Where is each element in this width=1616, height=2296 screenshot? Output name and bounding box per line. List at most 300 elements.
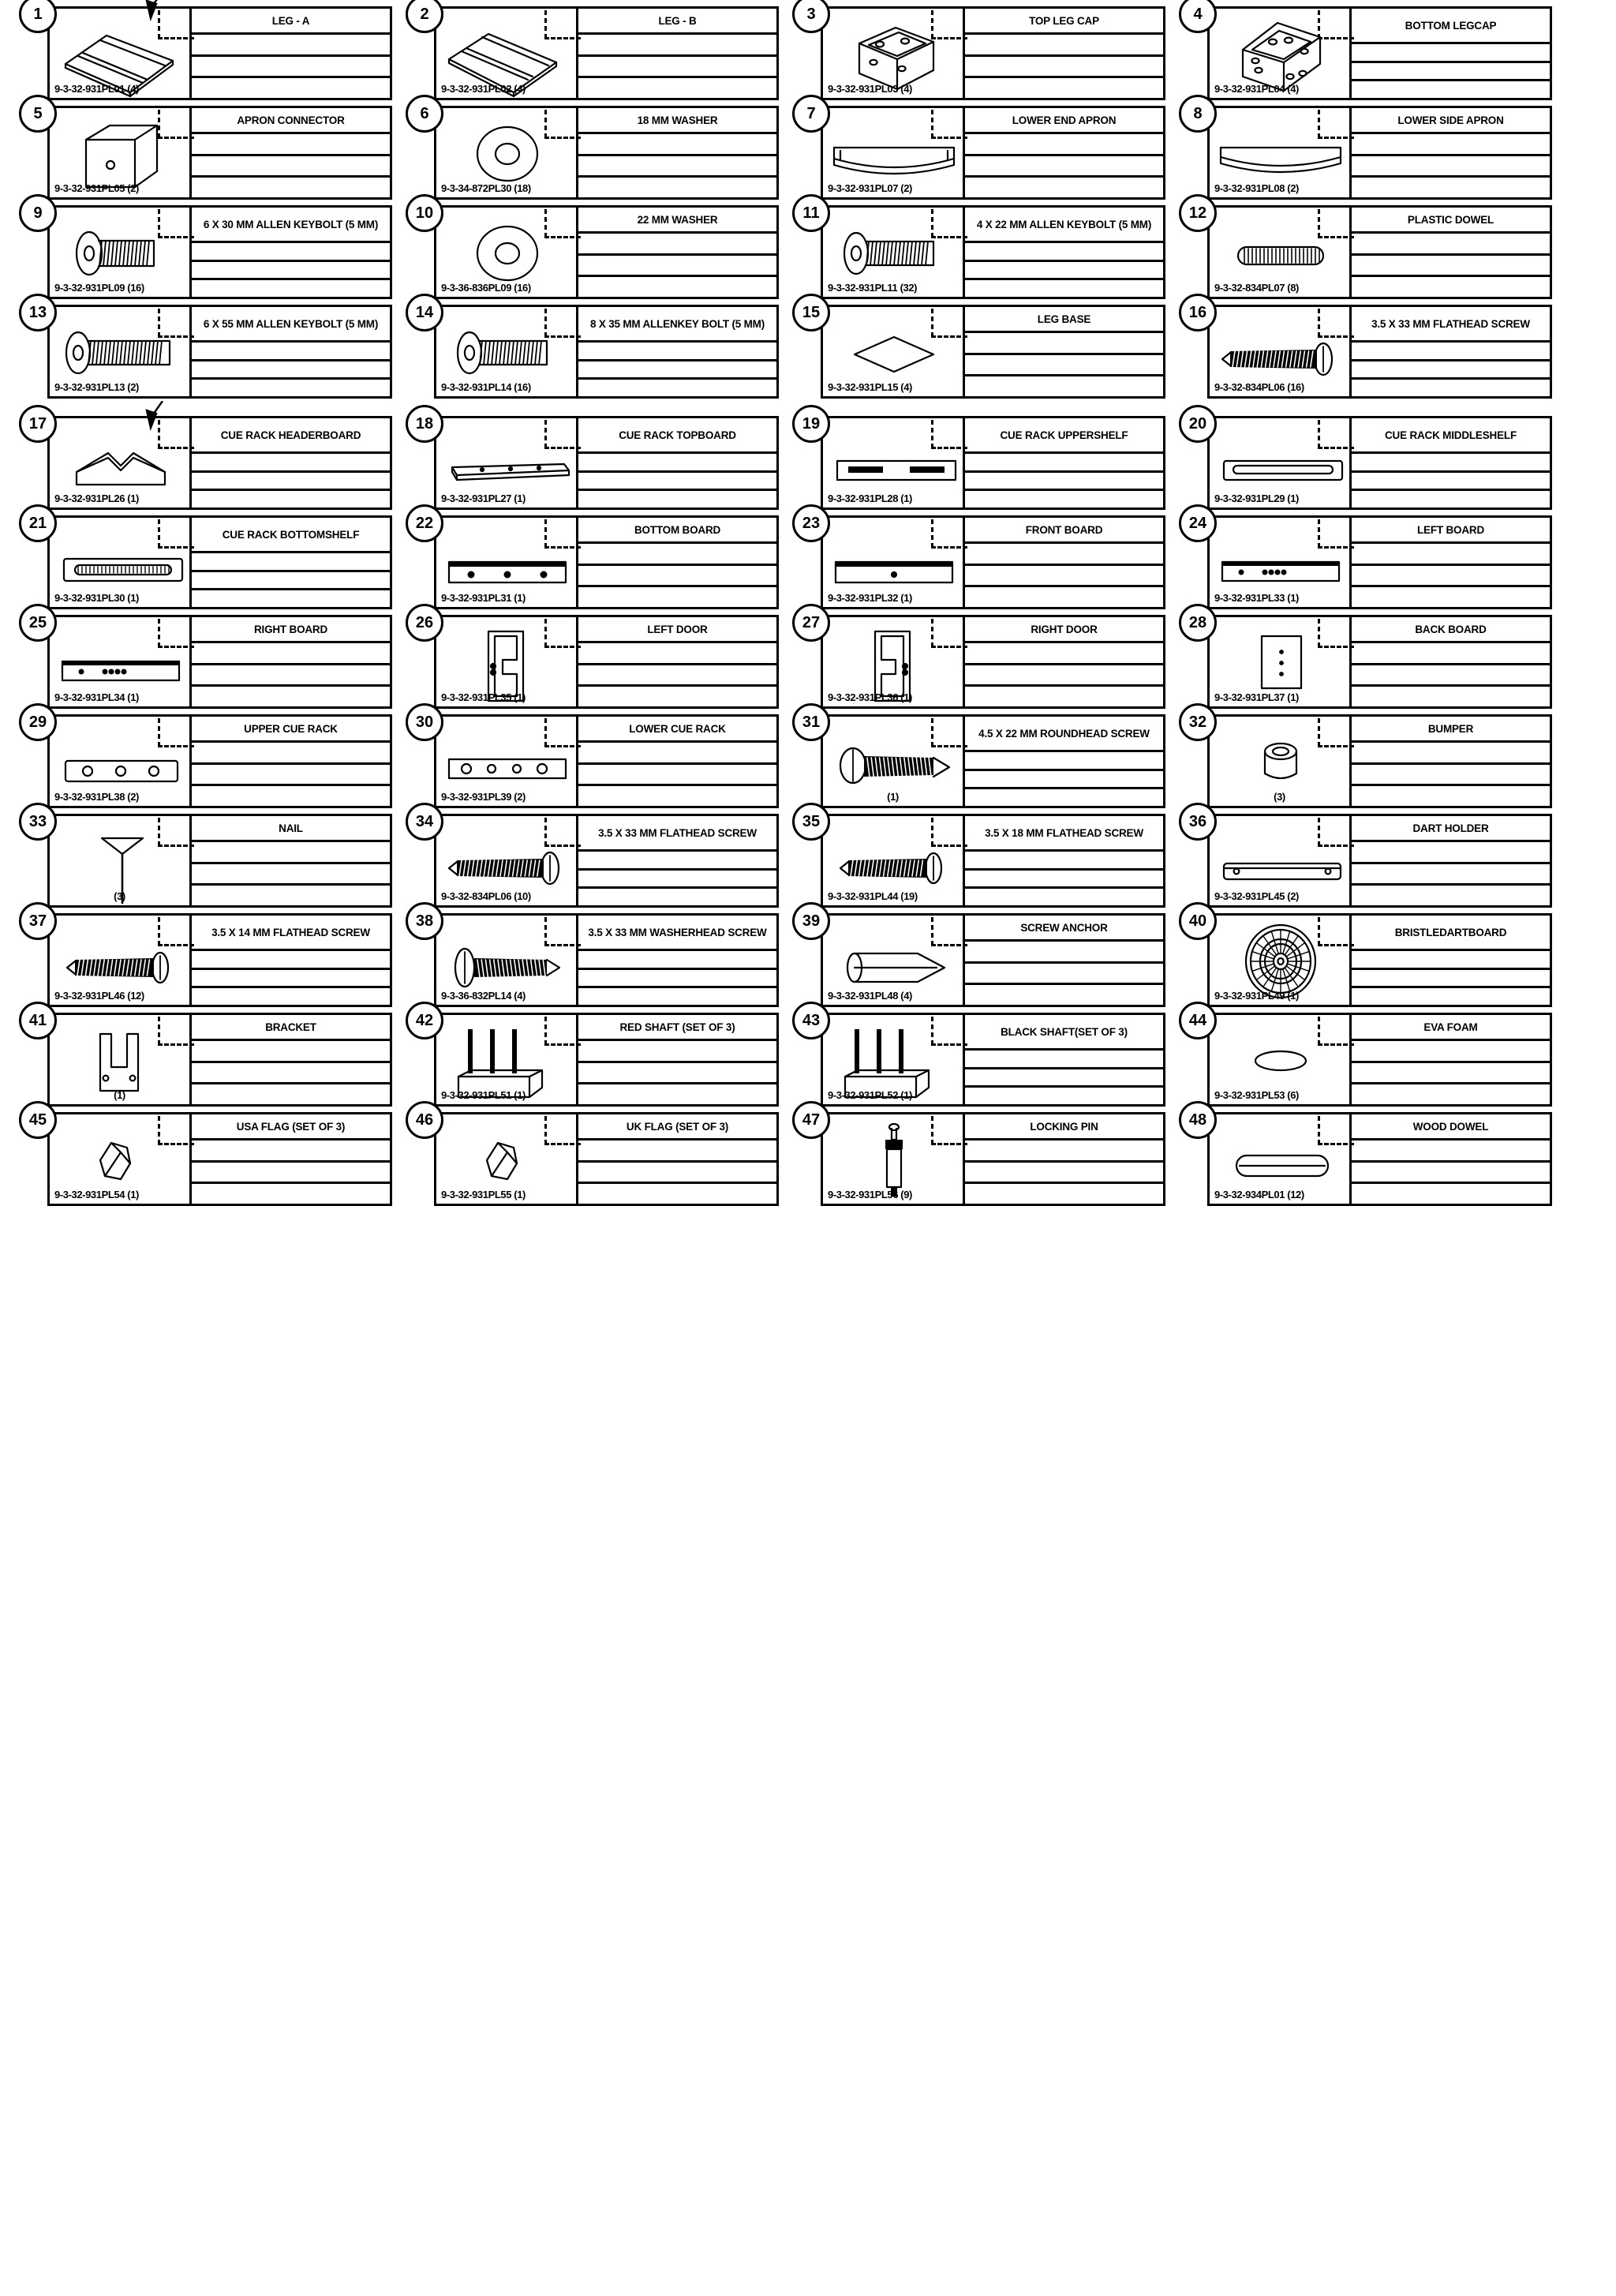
part-cell (415, 415, 779, 510)
part-illustration-pane (436, 916, 578, 1005)
part-text-pane (965, 717, 1163, 806)
part-index-badge: 38 (406, 902, 443, 940)
part-frame (434, 205, 779, 299)
part-illustration-pane (50, 1015, 192, 1104)
part-note-row (192, 886, 390, 905)
part-note-row (578, 566, 776, 588)
part-cell (802, 614, 1165, 709)
part-note-row (578, 665, 776, 687)
part-cell (802, 1111, 1165, 1206)
part-note-row (192, 842, 390, 864)
part-cell (415, 614, 779, 709)
part-number: 9-3-32-931PL15 (4) (828, 381, 912, 393)
part-frame (1207, 714, 1552, 808)
part-note-row (965, 454, 1163, 473)
part-index-badge: 23 (792, 504, 830, 542)
part-note-row (192, 262, 390, 281)
part-text-pane (578, 717, 776, 806)
part-note-row (192, 643, 390, 665)
part-cell (28, 304, 392, 399)
part-title: BOTTOM BOARD (578, 518, 776, 544)
part-frame (821, 714, 1165, 808)
part-cell (33, 105, 392, 200)
part-note-row (192, 380, 390, 396)
part-number: 9-3-32-931PL02 (4) (441, 83, 526, 95)
part-note-row (1352, 491, 1550, 508)
part-illustration-pane (1210, 617, 1352, 706)
part-title: BUMPER (1352, 717, 1550, 743)
part-cell (415, 1012, 779, 1107)
part-illustration-pane (436, 418, 578, 508)
part-note-row (578, 643, 776, 665)
part-title: UK FLAG (SET OF 3) (578, 1114, 776, 1141)
part-note-row (965, 643, 1163, 665)
part-title: LOCKING PIN (965, 1114, 1163, 1141)
part-number: 9-3-32-931PL55 (1) (441, 1189, 526, 1200)
part-index-badge: 17 (19, 405, 57, 443)
part-number: 9-3-32-931PL49 (1) (1214, 990, 1299, 1002)
part-number: 9-3-32-931PL28 (1) (828, 493, 912, 504)
part-note-row (578, 178, 776, 197)
part-title: USA FLAG (SET OF 3) (192, 1114, 390, 1141)
part-title: 3.5 X 14 MM FLAT HEAD SCREW (192, 916, 390, 951)
part-note-row (192, 765, 390, 787)
part-note-row (965, 1141, 1163, 1163)
part-number: 9-3-32-931PL03 (4) (828, 83, 912, 95)
part-number: 9-3-32-931PL07 (2) (828, 182, 912, 194)
part-note-row (1352, 63, 1550, 82)
part-number: 9-3-32-931PL54 (1) (54, 1189, 139, 1200)
part-number: 9-3-32-931PL14 (16) (441, 381, 531, 393)
part-title: RIGHT BOARD (192, 617, 390, 643)
part-note-row (192, 1184, 390, 1204)
part-number: 9-3-32-931PL53 (6) (1214, 1089, 1299, 1101)
part-frame (47, 6, 392, 100)
part-cell (420, 105, 779, 200)
part-illustration-pane (436, 9, 578, 98)
part-cell (1188, 912, 1552, 1007)
part-frame (434, 305, 779, 399)
part-note-row (1352, 156, 1550, 178)
part-index-badge: 2 (406, 0, 443, 33)
part-number: (3) (114, 890, 125, 902)
part-note-row (965, 491, 1163, 508)
part-frame (821, 416, 1165, 510)
part-text-pane (578, 916, 776, 1005)
part-frame (434, 416, 779, 510)
part-index-badge: 43 (792, 1002, 830, 1039)
part-note-row (578, 889, 776, 905)
part-note-row (578, 852, 776, 871)
part-number: 9-3-32-931PL33 (1) (1214, 592, 1299, 604)
part-frame (1207, 615, 1552, 709)
part-frame (821, 913, 1165, 1007)
part-index-badge: 30 (406, 703, 443, 741)
part-number: 9-3-32-931PL31 (1) (441, 592, 526, 604)
part-number: 9-3-32-931PL48 (4) (828, 990, 912, 1002)
part-note-row (965, 1069, 1163, 1088)
part-index-badge: 20 (1179, 405, 1217, 443)
part-title: BRACKET (192, 1015, 390, 1041)
part-index-badge: 4 (1179, 0, 1217, 33)
part-note-row (192, 1141, 390, 1163)
part-illustration-pane (823, 1015, 965, 1104)
part-note-row (1352, 786, 1550, 806)
part-note-row (965, 871, 1163, 890)
part-title: 6 X 55 MM ALLEN KEY BOLT (5 MM) (192, 307, 390, 343)
part-text-pane (578, 816, 776, 905)
part-title: 3.5 X 33 MM FLAT HEAD SCREW (578, 816, 776, 852)
part-number: 9-3-32-931PL37 (1) (1214, 691, 1299, 703)
part-note-row (1352, 765, 1550, 787)
part-number: 9-3-32-931PL11 (32) (828, 282, 918, 294)
part-note-row (1352, 665, 1550, 687)
part-cell (33, 204, 392, 299)
part-frame (47, 305, 392, 399)
part-text-pane (1352, 108, 1550, 197)
part-text-pane (1352, 307, 1550, 396)
part-index-badge: 46 (406, 1101, 443, 1139)
part-cell (415, 714, 779, 808)
part-frame (821, 106, 1165, 200)
part-note-row (192, 134, 390, 156)
part-cell (28, 1012, 392, 1107)
part-note-row (1352, 864, 1550, 886)
part-title: CUE RACK TOP BOARD (578, 418, 776, 454)
part-number: 9-3-32-934PL01 (12) (1214, 1189, 1304, 1200)
part-text-pane (965, 1015, 1163, 1104)
part-text-pane (578, 1015, 776, 1104)
part-note-row (1352, 1063, 1550, 1085)
part-frame (1207, 6, 1552, 100)
part-note-row (965, 771, 1163, 790)
part-note-row (1352, 81, 1550, 98)
part-note-row (965, 1184, 1163, 1204)
part-illustration-pane (823, 816, 965, 905)
part-cell (415, 304, 779, 399)
part-frame (1207, 205, 1552, 299)
part-index-badge: 9 (19, 194, 57, 232)
part-frame (821, 1013, 1165, 1107)
part-note-row (578, 786, 776, 806)
part-frame (434, 615, 779, 709)
part-illustration-pane (50, 717, 192, 806)
part-text-pane (965, 617, 1163, 706)
part-cell (802, 912, 1165, 1007)
part-cell (28, 813, 392, 908)
part-frame (821, 615, 1165, 709)
part-frame (1207, 416, 1552, 510)
part-title: 6 X 30 MM ALLEN KEY BOLT (5 MM) (192, 208, 390, 243)
part-illustration-pane (50, 1114, 192, 1204)
part-cell (802, 515, 1165, 609)
part-note-row (192, 473, 390, 492)
part-cell (33, 6, 392, 100)
part-title: BLACK SHAFT (SET OF 3) (965, 1015, 1163, 1051)
part-cell (1193, 105, 1552, 200)
part-note-row (1352, 178, 1550, 197)
part-note-row (578, 234, 776, 256)
part-title: APRON CONNECTOR (192, 108, 390, 134)
part-illustration-pane (50, 518, 192, 607)
part-note-row (1352, 544, 1550, 566)
part-index-badge: 13 (19, 294, 57, 331)
part-index-badge: 7 (792, 95, 830, 133)
part-note-row (1352, 566, 1550, 588)
part-text-pane (192, 518, 390, 607)
part-frame (47, 615, 392, 709)
part-illustration-pane (436, 518, 578, 607)
part-note-row (965, 1088, 1163, 1104)
part-cell (28, 1111, 392, 1206)
part-number: 9-3-36-832PL14 (4) (441, 990, 526, 1002)
part-note-row (578, 1084, 776, 1104)
part-frame (47, 913, 392, 1007)
part-cell (1188, 614, 1552, 709)
part-cell (415, 813, 779, 908)
part-text-pane (578, 108, 776, 197)
part-note-row (965, 544, 1163, 566)
part-number: 9-3-32-931PL51 (1) (441, 1089, 526, 1101)
part-note-row (965, 789, 1163, 806)
part-frame (434, 913, 779, 1007)
part-text-pane (192, 208, 390, 297)
part-text-pane (965, 208, 1163, 297)
part-note-row (965, 687, 1163, 706)
part-index-badge: 29 (19, 703, 57, 741)
part-note-row (1352, 256, 1550, 278)
part-frame (434, 814, 779, 908)
part-index-badge: 42 (406, 1002, 443, 1039)
part-text-pane (192, 916, 390, 1005)
part-index-badge: 6 (406, 95, 443, 133)
part-note-row (578, 57, 776, 79)
part-index-badge: 40 (1179, 902, 1217, 940)
part-cell (802, 1012, 1165, 1107)
part-note-row (192, 343, 390, 361)
part-number: 9-3-32-931PL27 (1) (441, 493, 526, 504)
part-title: EVA FOAM (1352, 1015, 1550, 1041)
part-number: 9-3-36-836PL09 (16) (441, 282, 531, 294)
part-note-row (1352, 454, 1550, 473)
part-note-row (578, 35, 776, 57)
part-note-row (965, 942, 1163, 964)
part-illustration-pane (436, 1015, 578, 1104)
part-index-badge: 21 (19, 504, 57, 542)
part-frame (821, 1112, 1165, 1206)
part-frame (821, 515, 1165, 609)
part-illustration-pane (50, 208, 192, 297)
part-cell (802, 714, 1165, 808)
part-cell (1188, 415, 1552, 510)
part-frame (434, 6, 779, 100)
part-index-badge: 28 (1179, 604, 1217, 642)
part-note-row (192, 1063, 390, 1085)
part-note-row (578, 587, 776, 607)
part-title: 3.5 X 18 MM FLAT HEAD SCREW (965, 816, 1163, 852)
part-text-pane (578, 208, 776, 297)
part-number: (1) (887, 791, 899, 803)
part-note-row (578, 1063, 776, 1085)
part-cell (28, 714, 392, 808)
part-note-row (1352, 1141, 1550, 1163)
part-note-row (192, 361, 390, 380)
part-title: CUE RACK UPPER SHELF (965, 418, 1163, 454)
part-frame (47, 714, 392, 808)
part-illustration-pane (823, 916, 965, 1005)
part-note-row (192, 743, 390, 765)
part-note-row (1352, 1041, 1550, 1063)
part-index-badge: 8 (1179, 95, 1217, 133)
part-illustration-pane (1210, 518, 1352, 607)
part-number: 9-3-32-931PL38 (2) (54, 791, 139, 803)
part-note-row (1352, 842, 1550, 864)
part-note-row (192, 35, 390, 57)
part-title: LEFT DOOR (578, 617, 776, 643)
part-number: 9-3-32-931PL44 (19) (828, 890, 918, 902)
part-text-pane (578, 9, 776, 98)
part-title: BOTTOM LEG CAP (1352, 9, 1550, 44)
part-note-row (578, 156, 776, 178)
part-title: PLASTIC DOWEL (1352, 208, 1550, 234)
part-number: 9-3-32-931PL13 (2) (54, 381, 139, 393)
part-note-row (1352, 886, 1550, 905)
part-title: NAIL (192, 816, 390, 842)
part-text-pane (192, 108, 390, 197)
part-number: 9-3-34-872PL30 (18) (441, 182, 531, 194)
part-note-row (1352, 687, 1550, 706)
part-index-badge: 22 (406, 504, 443, 542)
part-number: 9-3-32-931PL32 (1) (828, 592, 912, 604)
part-illustration-pane (823, 307, 965, 396)
part-title: LOWER SIDE APRON (1352, 108, 1550, 134)
part-note-row (192, 590, 390, 607)
part-index-badge: 35 (792, 803, 830, 841)
part-cell (802, 304, 1165, 399)
part-number: 9-3-32-931PL52 (1) (828, 1089, 912, 1101)
part-text-pane (965, 9, 1163, 98)
part-note-row (1352, 643, 1550, 665)
part-text-pane (192, 307, 390, 396)
part-frame (821, 814, 1165, 908)
part-title: 18 MM WASHER (578, 108, 776, 134)
part-frame (434, 714, 779, 808)
part-illustration-pane (1210, 916, 1352, 1005)
part-index-badge: 47 (792, 1101, 830, 1139)
part-frame (1207, 1112, 1552, 1206)
parts-grid-block-1 (28, 6, 1594, 403)
part-text-pane (192, 617, 390, 706)
part-title: LEG - A (192, 9, 390, 35)
part-illustration-pane (823, 717, 965, 806)
part-text-pane (1352, 717, 1550, 806)
part-note-row (965, 78, 1163, 98)
part-illustration-pane (436, 1114, 578, 1204)
part-note-row (578, 1184, 776, 1204)
part-note-row (578, 361, 776, 380)
part-note-row (578, 871, 776, 890)
part-frame (434, 1112, 779, 1206)
part-note-row (965, 280, 1163, 297)
part-note-row (1352, 951, 1550, 970)
part-title: RED SHAFT (SET OF 3) (578, 1015, 776, 1041)
part-frame (434, 515, 779, 609)
part-title: 8 X 35 MM ALLEN KEY BOLT (5 MM) (578, 307, 776, 343)
part-note-row (192, 1041, 390, 1063)
part-note-row (578, 473, 776, 492)
part-text-pane (965, 1114, 1163, 1204)
part-note-row (192, 864, 390, 886)
part-note-row (965, 376, 1163, 396)
part-cell (802, 204, 1165, 299)
part-frame (434, 1013, 779, 1107)
part-cell (1188, 304, 1552, 399)
part-index-badge: 34 (406, 803, 443, 841)
part-text-pane (1352, 9, 1550, 98)
part-title: 4 X 22 MM ALLEN KEY BOLT (5 MM) (965, 208, 1163, 243)
part-note-row (965, 473, 1163, 492)
part-cell (28, 415, 392, 510)
part-note-row (192, 78, 390, 98)
part-number: (1) (114, 1089, 125, 1101)
part-cell (806, 105, 1165, 200)
part-title: CUE RACK HEADER BOARD (192, 418, 390, 454)
part-cell (802, 415, 1165, 510)
part-illustration-pane (1210, 717, 1352, 806)
part-note-row (192, 491, 390, 508)
part-frame (1207, 814, 1552, 908)
part-note-row (192, 970, 390, 989)
part-cell (802, 813, 1165, 908)
part-note-row (965, 333, 1163, 355)
part-illustration-pane (1210, 108, 1352, 197)
part-index-badge: 1 (19, 0, 57, 33)
part-index-badge: 10 (406, 194, 443, 232)
part-cell (28, 515, 392, 609)
part-illustration-pane (1210, 307, 1352, 396)
part-illustration-pane (50, 418, 192, 508)
part-frame (1207, 1013, 1552, 1107)
part-title: SCREW ANCHOR (965, 916, 1163, 942)
part-number: 9-3-32-931PL34 (1) (54, 691, 139, 703)
part-title: CUE RACK BOTTOM SHELF (192, 518, 390, 553)
part-note-row (965, 243, 1163, 262)
part-index-badge: 32 (1179, 703, 1217, 741)
part-note-row (965, 964, 1163, 986)
part-text-pane (192, 816, 390, 905)
part-cell (415, 204, 779, 299)
part-note-row (965, 587, 1163, 607)
part-illustration-pane (436, 717, 578, 806)
part-cell (1193, 6, 1552, 100)
part-note-row (578, 256, 776, 278)
part-note-row (965, 178, 1163, 197)
part-note-row (578, 951, 776, 970)
part-index-badge: 33 (19, 803, 57, 841)
part-cell (415, 912, 779, 1007)
part-number: 9-3-32-931PL04 (4) (1214, 83, 1299, 95)
part-note-row (578, 743, 776, 765)
part-text-pane (965, 108, 1163, 197)
part-index-badge: 37 (19, 902, 57, 940)
part-cell (415, 1111, 779, 1206)
part-note-row (1352, 134, 1550, 156)
part-number: 9-3-32-931PL09 (16) (54, 282, 144, 294)
part-text-pane (1352, 1114, 1550, 1204)
part-index-badge: 24 (1179, 504, 1217, 542)
part-illustration-pane (823, 1114, 965, 1204)
part-note-row (965, 665, 1163, 687)
